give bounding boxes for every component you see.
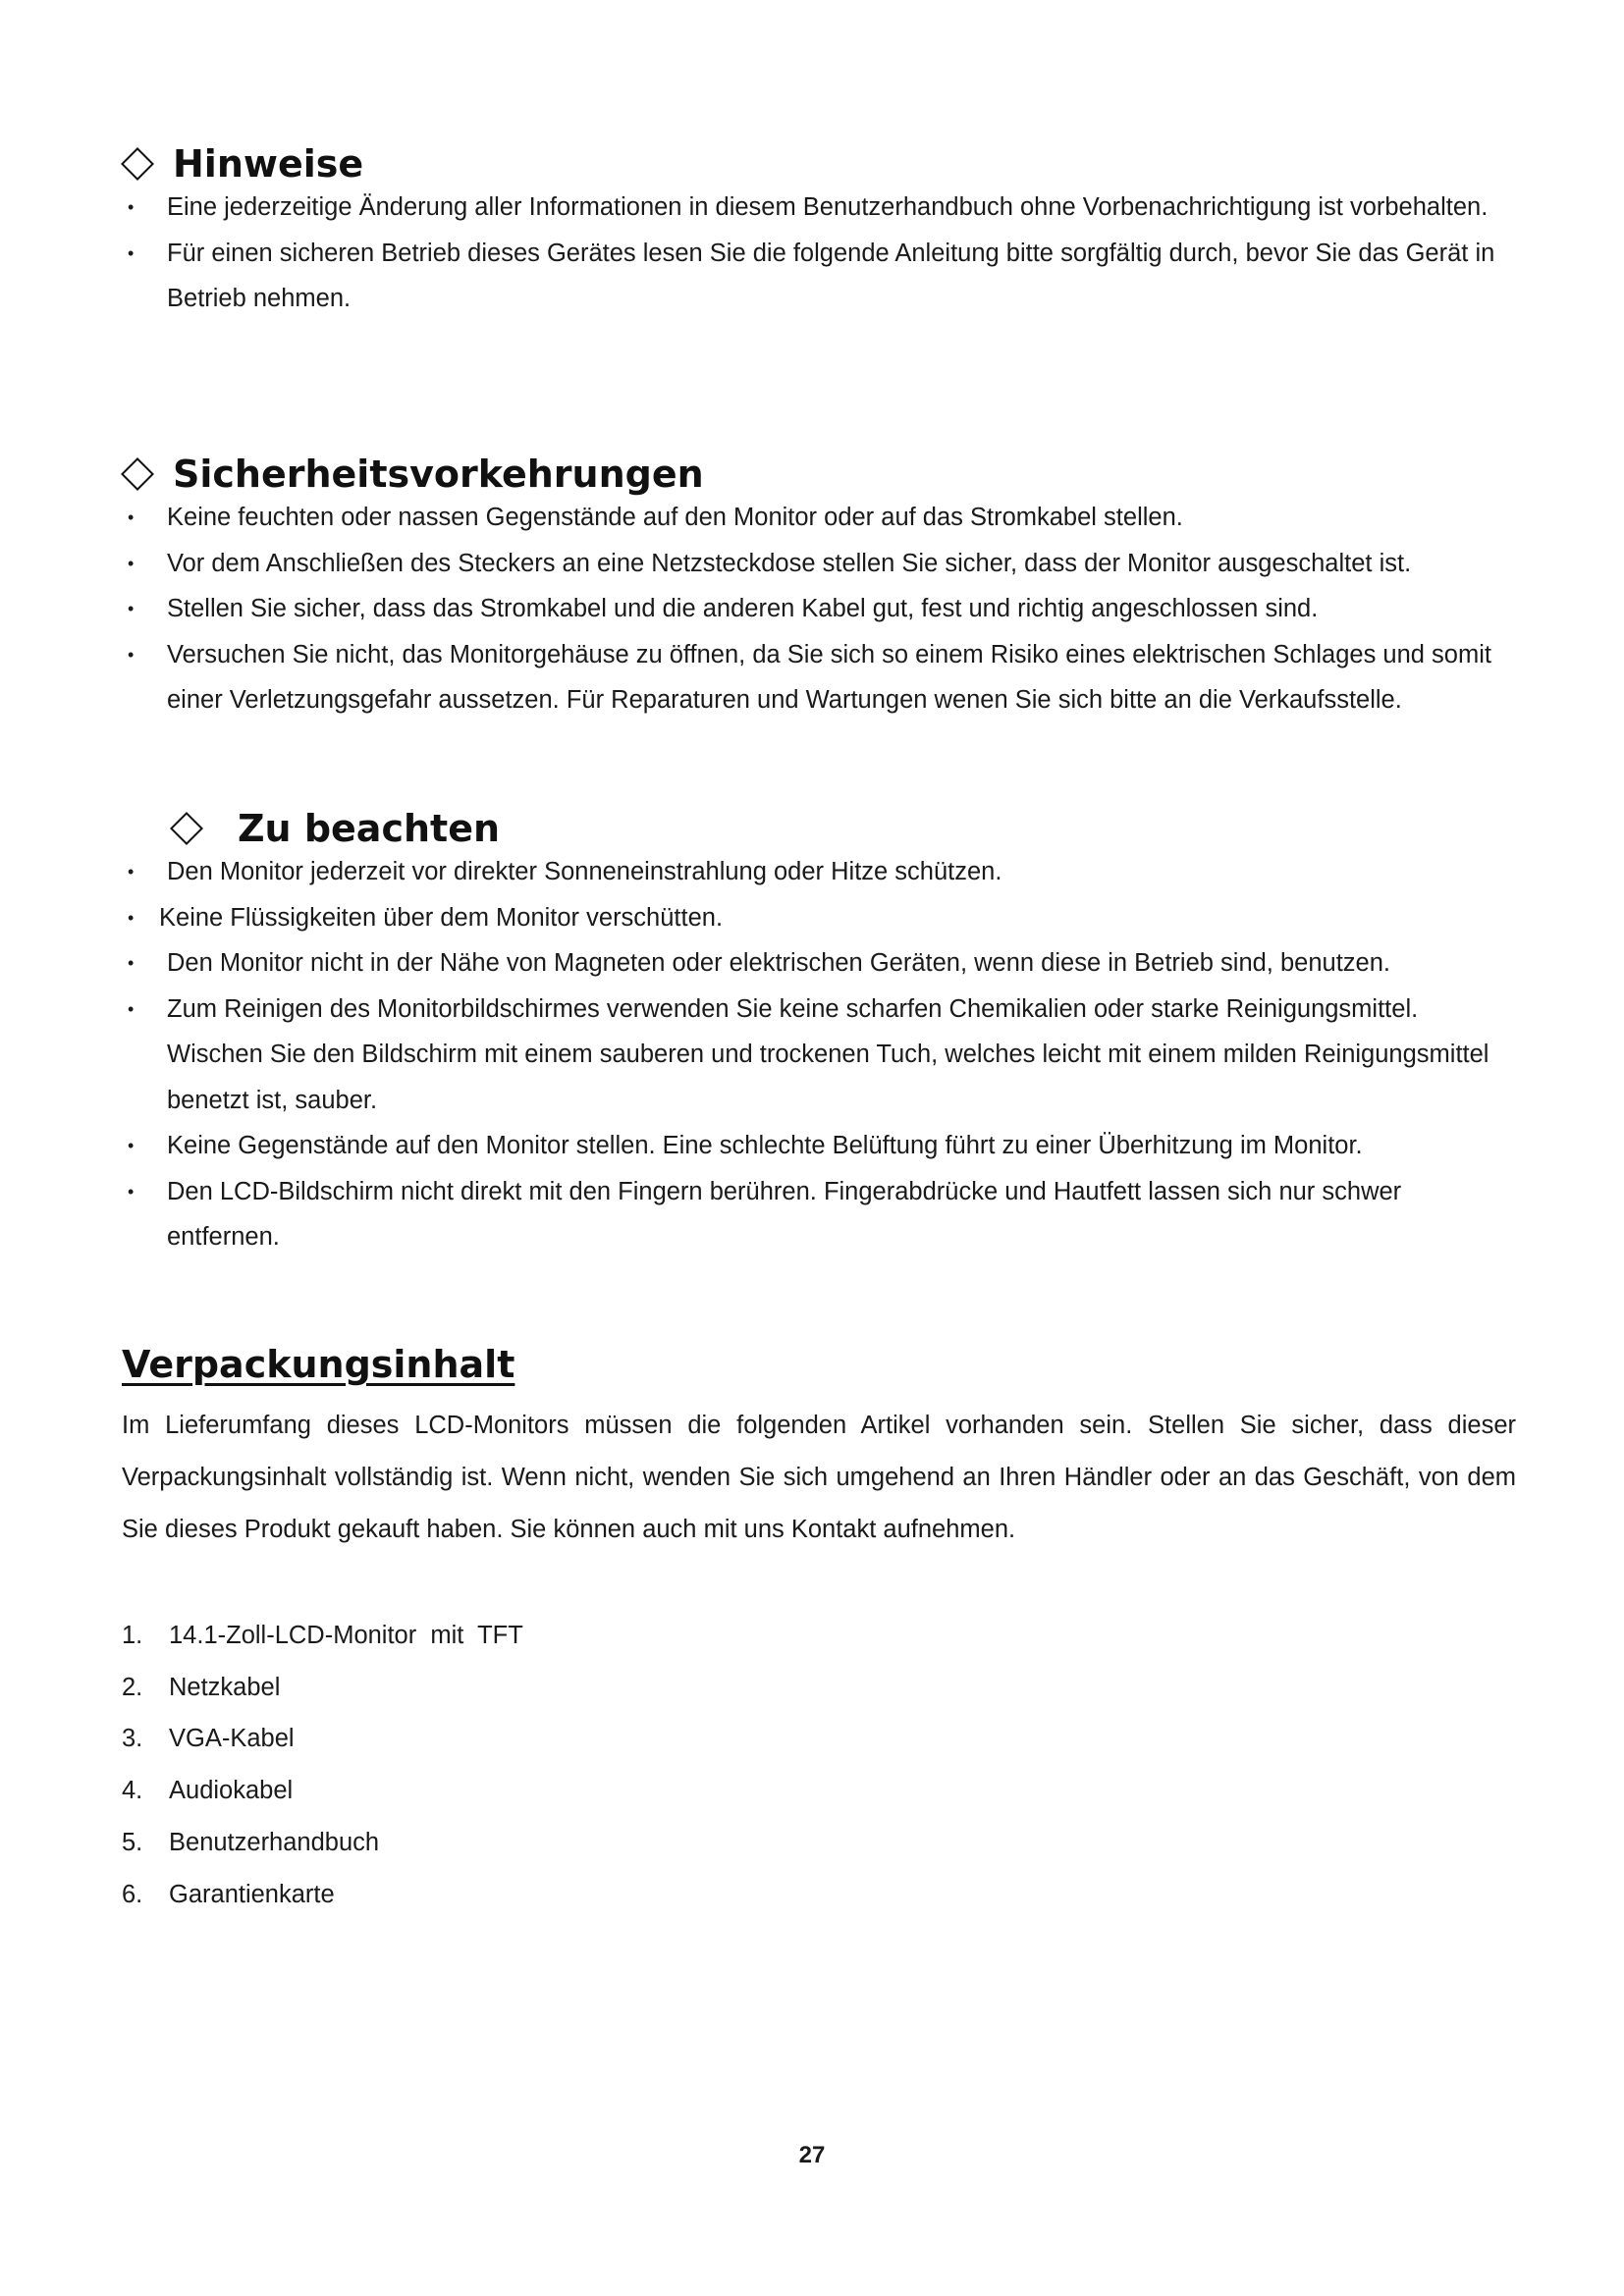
bullet-list bbox=[122, 185, 1516, 322]
list-item: • Stellen Sie sicher, dass das Stromkabel und die anderen Kabel gut, fest und richtig angeschlossen sind. bbox=[122, 586, 1516, 632]
list-item bbox=[122, 1869, 523, 1921]
list-item: • Keine feuchten oder nassen Gegenstände auf den Monitor oder auf das Stromkabel stellen. bbox=[122, 495, 1516, 541]
item-number: 4. bbox=[122, 1777, 143, 1805]
item-label: VGA-Kabel bbox=[169, 1725, 295, 1753]
list-item: • Für einen sicheren Betrieb dieses Gerätes lesen Sie die folgende Anleitung bitte sorgfältig durch, bevor Sie das Gerät in Betrieb nehmen. bbox=[122, 231, 1516, 322]
bullet-list bbox=[122, 849, 1516, 1260]
package-list bbox=[122, 1610, 523, 1920]
list-item: • Den Monitor nicht in der Nähe von Magneten oder elektrischen Geräten, wenn diese in Betrieb sind, benutzen. bbox=[122, 940, 1516, 987]
section-heading bbox=[122, 450, 1516, 499]
diamond-icon bbox=[121, 457, 154, 491]
list-item: • Eine jederzeitige Änderung aller Informationen in diesem Benutzerhandbuch ohne Vorbenachrichtigung ist vorbehalten. bbox=[122, 185, 1516, 231]
package-intro: Im Lieferumfang dieses LCD-Monitors müssen die folgenden Artikel vorhanden sein. Stellen Sie sicher, dass dieser Verpackungsinhalt vollständig ist. Wenn nicht, wenden Sie sich umgehend an Ihren Händler oder an das Geschäft, von dem Sie dieses Produkt gekauft haben. Sie können auch mit uns Kontakt aufnehmen. bbox=[122, 1412, 1516, 1543]
package-heading: Verpackungsinhalt bbox=[122, 1343, 515, 1386]
item-label: 14.1-Zoll-LCD-Monitor mit TFT bbox=[169, 1622, 523, 1649]
list-item bbox=[122, 1765, 523, 1817]
section-sicherheitsvorkehrungen bbox=[122, 450, 1516, 723]
bullet-list bbox=[122, 495, 1516, 723]
item-number: 3. bbox=[122, 1725, 143, 1753]
item-label: Audiokabel bbox=[169, 1777, 294, 1805]
list-item: • Den LCD-Bildschirm nicht direkt mit den Fingern berühren. Fingerabdrücke und Hautfett lassen sich nur schwer entfernen. bbox=[122, 1169, 1516, 1260]
list-item bbox=[122, 1713, 523, 1765]
list-item: • Zum Reinigen des Monitorbildschirmes verwenden Sie keine scharfen Chemikalien oder starke Reinigungsmittel. Wischen Sie den Bildschirm mit einem sauberen und trockenen Tuch, welches leicht mit einem milden Reinigungsmittel benetzt ist, sauber. bbox=[122, 987, 1516, 1124]
item-number: 2. bbox=[122, 1673, 143, 1701]
section-title: Zu beachten bbox=[238, 807, 501, 850]
item-label: Netzkabel bbox=[169, 1673, 281, 1701]
list-item: • Vor dem Anschließen des Steckers an eine Netzsteckdose stellen Sie sicher, dass der Monitor ausgeschaltet ist. bbox=[122, 541, 1516, 587]
section-hinweise bbox=[122, 139, 1516, 322]
list-item: • Den Monitor jederzeit vor direkter Sonneneinstrahlung oder Hitze schützen. bbox=[122, 849, 1516, 895]
item-number: 1. bbox=[122, 1622, 143, 1649]
page-number: 27 bbox=[798, 2142, 826, 2168]
list-item: • Keine Gegenstände auf den Monitor stellen. Eine schlechte Belüftung führt zu einer Überhitzung im Monitor. bbox=[122, 1123, 1516, 1169]
list-item: • Versuchen Sie nicht, das Monitorgehäuse zu öffnen, da Sie sich so einem Risiko eines elektrischen Schlages und somit einer Verletzungsgefahr aussetzen. Für Reparaturen und Wartungen wenen Sie sich bitte an die Verkaufsstelle. bbox=[122, 632, 1516, 723]
section-title: Sicherheitsvorkehrungen bbox=[173, 453, 704, 496]
list-item bbox=[122, 1662, 523, 1714]
diamond-icon bbox=[170, 812, 203, 845]
item-number: 6. bbox=[122, 1880, 143, 1908]
item-label: Benutzerhandbuch bbox=[169, 1828, 380, 1856]
item-number: 5. bbox=[122, 1828, 143, 1856]
section-title: Hinweise bbox=[173, 142, 364, 186]
list-item bbox=[122, 1610, 523, 1662]
section-heading bbox=[122, 139, 1516, 188]
diamond-icon bbox=[121, 147, 154, 181]
section-zu-beachten bbox=[122, 804, 1516, 1260]
list-item: • Keine Flüssigkeiten über dem Monitor verschütten. bbox=[122, 895, 1516, 941]
item-label: Garantienkarte bbox=[169, 1880, 335, 1908]
list-item bbox=[122, 1817, 523, 1869]
section-heading bbox=[171, 804, 1516, 853]
